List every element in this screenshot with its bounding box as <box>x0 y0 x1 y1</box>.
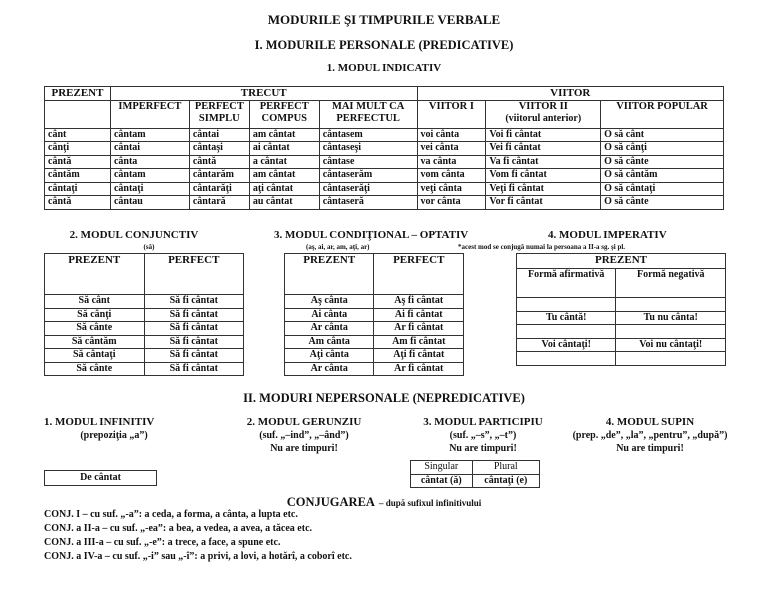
indicativ-row-cell: cântaseră <box>319 196 417 210</box>
infinitiv-heading: 1. MODUL INFINITIV <box>44 416 155 428</box>
indicativ-table <box>44 86 724 210</box>
conjunctiv-row-cell: Să cânte <box>45 322 145 336</box>
conjunctiv-row-cell: Să cânte <box>45 362 145 376</box>
indicativ-row-cell: cântaţi <box>110 182 189 196</box>
conditional-row-cell: Ar cânta <box>285 362 374 376</box>
indicativ-row-cell: cânta <box>110 155 189 169</box>
conjunctiv-row-cell: Să cântaţi <box>45 349 145 363</box>
conjugarea-line-3: CONJ. a III-a – cu suf. „-e”: a trece, a face, a spune etc. <box>44 537 281 548</box>
participiu-plural: cântaţi (e) <box>472 474 539 488</box>
header-perfect-simplu: PERFECT SIMPLU <box>189 100 249 128</box>
participiu-singular: cântat (ă) <box>411 474 473 488</box>
header-perfect-compus: PERFECT COMPUS <box>249 100 319 128</box>
indicativ-row-cell: cântarăţi <box>189 182 249 196</box>
indicativ-row-cell: vor cânta <box>417 196 486 210</box>
participiu-table <box>410 460 540 488</box>
imperativ-row-cell <box>616 298 726 312</box>
imperativ-row <box>517 311 726 325</box>
indicativ-row-cell: O să cânt <box>601 128 724 142</box>
indicativ-row-cell: aţi cântat <box>249 182 319 196</box>
indicativ-row <box>45 196 724 210</box>
infinitiv-example: De cântat <box>44 470 157 486</box>
participiu-extra: Nu are timpuri! <box>449 443 517 454</box>
infinitiv-note: (prepoziţia „a”) <box>80 430 148 441</box>
indicativ-row-cell: au cântat <box>249 196 319 210</box>
gerunziu-extra: Nu are timpuri! <box>270 443 338 454</box>
imperativ-note: *acest mod se conjugă numai la persoana a II-a sg. şi pl. <box>458 243 626 251</box>
header-viitor-ii-label: VIITOR II <box>518 100 568 112</box>
indicativ-row-cell: O să cânţi <box>601 142 724 156</box>
header-viitor-popular: VIITOR POPULAR <box>601 100 724 128</box>
participiu-header-singular: Singular <box>411 461 473 475</box>
indicativ-row-cell: voi cânta <box>417 128 486 142</box>
indicativ-row-cell: cântam <box>110 128 189 142</box>
participiu-heading: 3. MODUL PARTICIPIU <box>423 416 543 428</box>
conjugarea-list <box>44 508 352 564</box>
conjunctiv-row-cell: Să fi cântat <box>144 349 244 363</box>
imperativ-row-cell <box>517 298 616 312</box>
indicativ-row-cell: O să cântaţi <box>601 182 724 196</box>
imperativ-heading: 4. MODUL IMPERATIV <box>548 229 667 241</box>
imperativ-row-cell <box>517 325 616 339</box>
indicativ-row-cell: cânt <box>45 128 111 142</box>
conjunctiv-row <box>45 308 244 322</box>
indicativ-row-cell: cântaserăţi <box>319 182 417 196</box>
header-imperfect: IMPERFECT <box>110 100 189 128</box>
conjunctiv-header-perfect: PERFECT <box>144 254 244 295</box>
indicativ-row-cell: cântară <box>189 196 249 210</box>
conditional-row-cell: Ar fi cântat <box>374 362 464 376</box>
page-title: MODURILE ŞI TIMPURILE VERBALE <box>267 12 501 27</box>
conditional-row <box>285 349 464 363</box>
indicativ-row-cell: cântă <box>189 155 249 169</box>
indicativ-row-cell: va cânta <box>417 155 486 169</box>
indicativ-row <box>45 155 724 169</box>
conditional-row-cell: Ar cânta <box>285 322 374 336</box>
header-viitor-ii <box>486 100 601 128</box>
indicativ-row-cell: O să cânte <box>601 155 724 169</box>
indicativ-row-cell: cântam <box>110 169 189 183</box>
indicativ-row-cell: O să cânte <box>601 196 724 210</box>
indicativ-row-cell: cântase <box>319 155 417 169</box>
indicativ-row-cell: Vom fi cântat <box>486 169 601 183</box>
indicativ-row <box>45 169 724 183</box>
supin-heading: 4. MODUL SUPIN <box>605 416 695 428</box>
indicativ-row-cell: cânţi <box>45 142 111 156</box>
indicativ-row-cell: vei cânta <box>417 142 486 156</box>
conditional-row <box>285 322 464 336</box>
conditional-row-cell: Aş cânta <box>285 295 374 309</box>
conditional-row-cell: Aş fi cântat <box>374 295 464 309</box>
conditional-row <box>285 295 464 309</box>
conditional-row-cell: Ar fi cântat <box>374 322 464 336</box>
indicativ-row-cell: Vor fi cântat <box>486 196 601 210</box>
conjunctiv-row-cell: Să fi cântat <box>144 335 244 349</box>
indicativ-row-cell: vom cânta <box>417 169 486 183</box>
indicativ-row-cell: cântaserăm <box>319 169 417 183</box>
conjugarea-subtitle: – după sufixul infinitivului <box>378 498 482 508</box>
conjunctiv-row-cell: Să cânţi <box>45 308 145 322</box>
conjunctiv-note: (să) <box>143 243 155 251</box>
imperativ-row <box>517 352 726 366</box>
gerunziu-note: (suf. „–ind”, „–ând”) <box>259 430 349 441</box>
conditional-table <box>284 253 464 376</box>
conditional-row-cell: Ai fi cântat <box>374 308 464 322</box>
conditional-row <box>285 335 464 349</box>
indicativ-row-cell: am cântat <box>249 169 319 183</box>
indicativ-row-cell: a cântat <box>249 155 319 169</box>
imperativ-header-prezent: PREZENT <box>517 254 726 269</box>
header-viitor-i: VIITOR I <box>417 100 486 128</box>
imperativ-row-cell: Voi nu cântaţi! <box>616 338 726 352</box>
imperativ-row <box>517 338 726 352</box>
conditional-header-prezent: PREZENT <box>285 254 374 295</box>
indicativ-row-cell: veţi cânta <box>417 182 486 196</box>
indicativ-row-cell: cântaşi <box>189 142 249 156</box>
conjunctiv-row-cell: Să fi cântat <box>144 308 244 322</box>
imperativ-col-afirmativa: Formă afirmativă <box>517 269 616 298</box>
section-heading-nepersonale: II. MODURI NEPERSONALE (NEPREDICATIVE) <box>243 391 525 405</box>
conjugarea-line-2: CONJ. a II-a – cu suf. „-ea”: a bea, a vedea, a avea, a tăcea etc. <box>44 523 313 534</box>
indicativ-row-cell: Vei fi cântat <box>486 142 601 156</box>
indicativ-row-cell: cântaţi <box>45 182 111 196</box>
conjunctiv-row <box>45 295 244 309</box>
header-viitor-ii-note: (viitorul anterior) <box>505 113 582 124</box>
indicativ-row-cell: ai cântat <box>249 142 319 156</box>
indicativ-row <box>45 182 724 196</box>
conditional-header-perfect: PERFECT <box>374 254 464 295</box>
conjunctiv-row-cell: Să cântăm <box>45 335 145 349</box>
imperativ-row-cell: Voi cântaţi! <box>517 338 616 352</box>
conjunctiv-row <box>45 362 244 376</box>
indicativ-row-cell: cântai <box>110 142 189 156</box>
conditional-note: (aş, ai, ar, am, aţi, ar) <box>306 243 370 251</box>
conditional-row <box>285 308 464 322</box>
indicativ-row-cell: cântarăm <box>189 169 249 183</box>
imperativ-row-cell <box>517 352 616 366</box>
group-viitor: VIITOR <box>417 87 723 101</box>
imperativ-row-cell <box>616 352 726 366</box>
conjunctiv-table <box>44 253 244 376</box>
imperativ-table <box>516 253 726 366</box>
conjunctiv-row-cell: Să cânt <box>45 295 145 309</box>
conditional-row <box>285 362 464 376</box>
conjunctiv-row <box>45 349 244 363</box>
conditional-row-cell: Ai cânta <box>285 308 374 322</box>
indicativ-row-cell: cântăm <box>45 169 111 183</box>
participiu-note: (suf. „–s”, „–t”) <box>449 430 517 441</box>
imperativ-row <box>517 298 726 312</box>
indicativ-row-cell: am cântat <box>249 128 319 142</box>
conjunctiv-row <box>45 335 244 349</box>
conjunctiv-row-cell: Să fi cântat <box>144 295 244 309</box>
conjunctiv-row-cell: Să fi cântat <box>144 362 244 376</box>
indicativ-heading: 1. MODUL INDICATIV <box>326 62 442 74</box>
conjunctiv-header-prezent: PREZENT <box>45 254 145 295</box>
indicativ-row-cell: cântau <box>110 196 189 210</box>
conditional-row-cell: Am cânta <box>285 335 374 349</box>
conditional-heading: 3. MODUL CONDIŢIONAL – OPTATIV <box>274 229 469 241</box>
indicativ-row <box>45 128 724 142</box>
indicativ-row-cell: Veţi fi cântat <box>486 182 601 196</box>
supin-extra: Nu are timpuri! <box>616 443 684 454</box>
indicativ-row <box>45 142 724 156</box>
gerunziu-heading: 2. MODUL GERUNZIU <box>246 416 362 428</box>
conjunctiv-row-cell: Să fi cântat <box>144 322 244 336</box>
imperativ-col-negativa: Formă negativă <box>616 269 726 298</box>
imperativ-row-cell: Tu cântă! <box>517 311 616 325</box>
indicativ-row-cell: cântasem <box>319 128 417 142</box>
indicativ-row-cell: cântai <box>189 128 249 142</box>
imperativ-row-cell <box>616 325 726 339</box>
indicativ-row-cell: cântă <box>45 196 111 210</box>
section-heading-personale: I. MODURILE PERSONALE (PREDICATIVE) <box>254 38 514 52</box>
conditional-row-cell: Aţi cânta <box>285 349 374 363</box>
indicativ-row-cell: O să cântăm <box>601 169 724 183</box>
conjugarea-title: CONJUGAREA <box>286 495 375 509</box>
indicativ-row-cell: cântaseşi <box>319 142 417 156</box>
conditional-row-cell: Am fi cântat <box>374 335 464 349</box>
imperativ-row-cell: Tu nu cânta! <box>616 311 726 325</box>
indicativ-row-cell: Va fi cântat <box>486 155 601 169</box>
indicativ-row-cell: cântă <box>45 155 111 169</box>
group-trecut: TRECUT <box>110 87 417 101</box>
conjunctiv-heading: 2. MODUL CONJUNCTIV <box>69 229 199 241</box>
header-mai-mult-ca-perfectul: MAI MULT CA PERFECTUL <box>319 100 417 128</box>
conjugarea-line-4: CONJ. a IV-a – cu suf. „-i” sau „-î”: a privi, a lovi, a hotărî, a coborî etc. <box>44 551 352 562</box>
conjunctiv-row <box>45 322 244 336</box>
supin-note: (prep. „de”, „la”, „pentru”, „după”) <box>572 430 728 441</box>
group-prezent: PREZENT <box>45 87 111 101</box>
conjugarea-line-1: CONJ. I – cu suf. „-a”: a ceda, a forma, a cânta, a lupta etc. <box>44 509 298 520</box>
participiu-header-plural: Plural <box>472 461 539 475</box>
conditional-row-cell: Aţi fi cântat <box>374 349 464 363</box>
indicativ-row-cell: Voi fi cântat <box>486 128 601 142</box>
imperativ-row <box>517 325 726 339</box>
